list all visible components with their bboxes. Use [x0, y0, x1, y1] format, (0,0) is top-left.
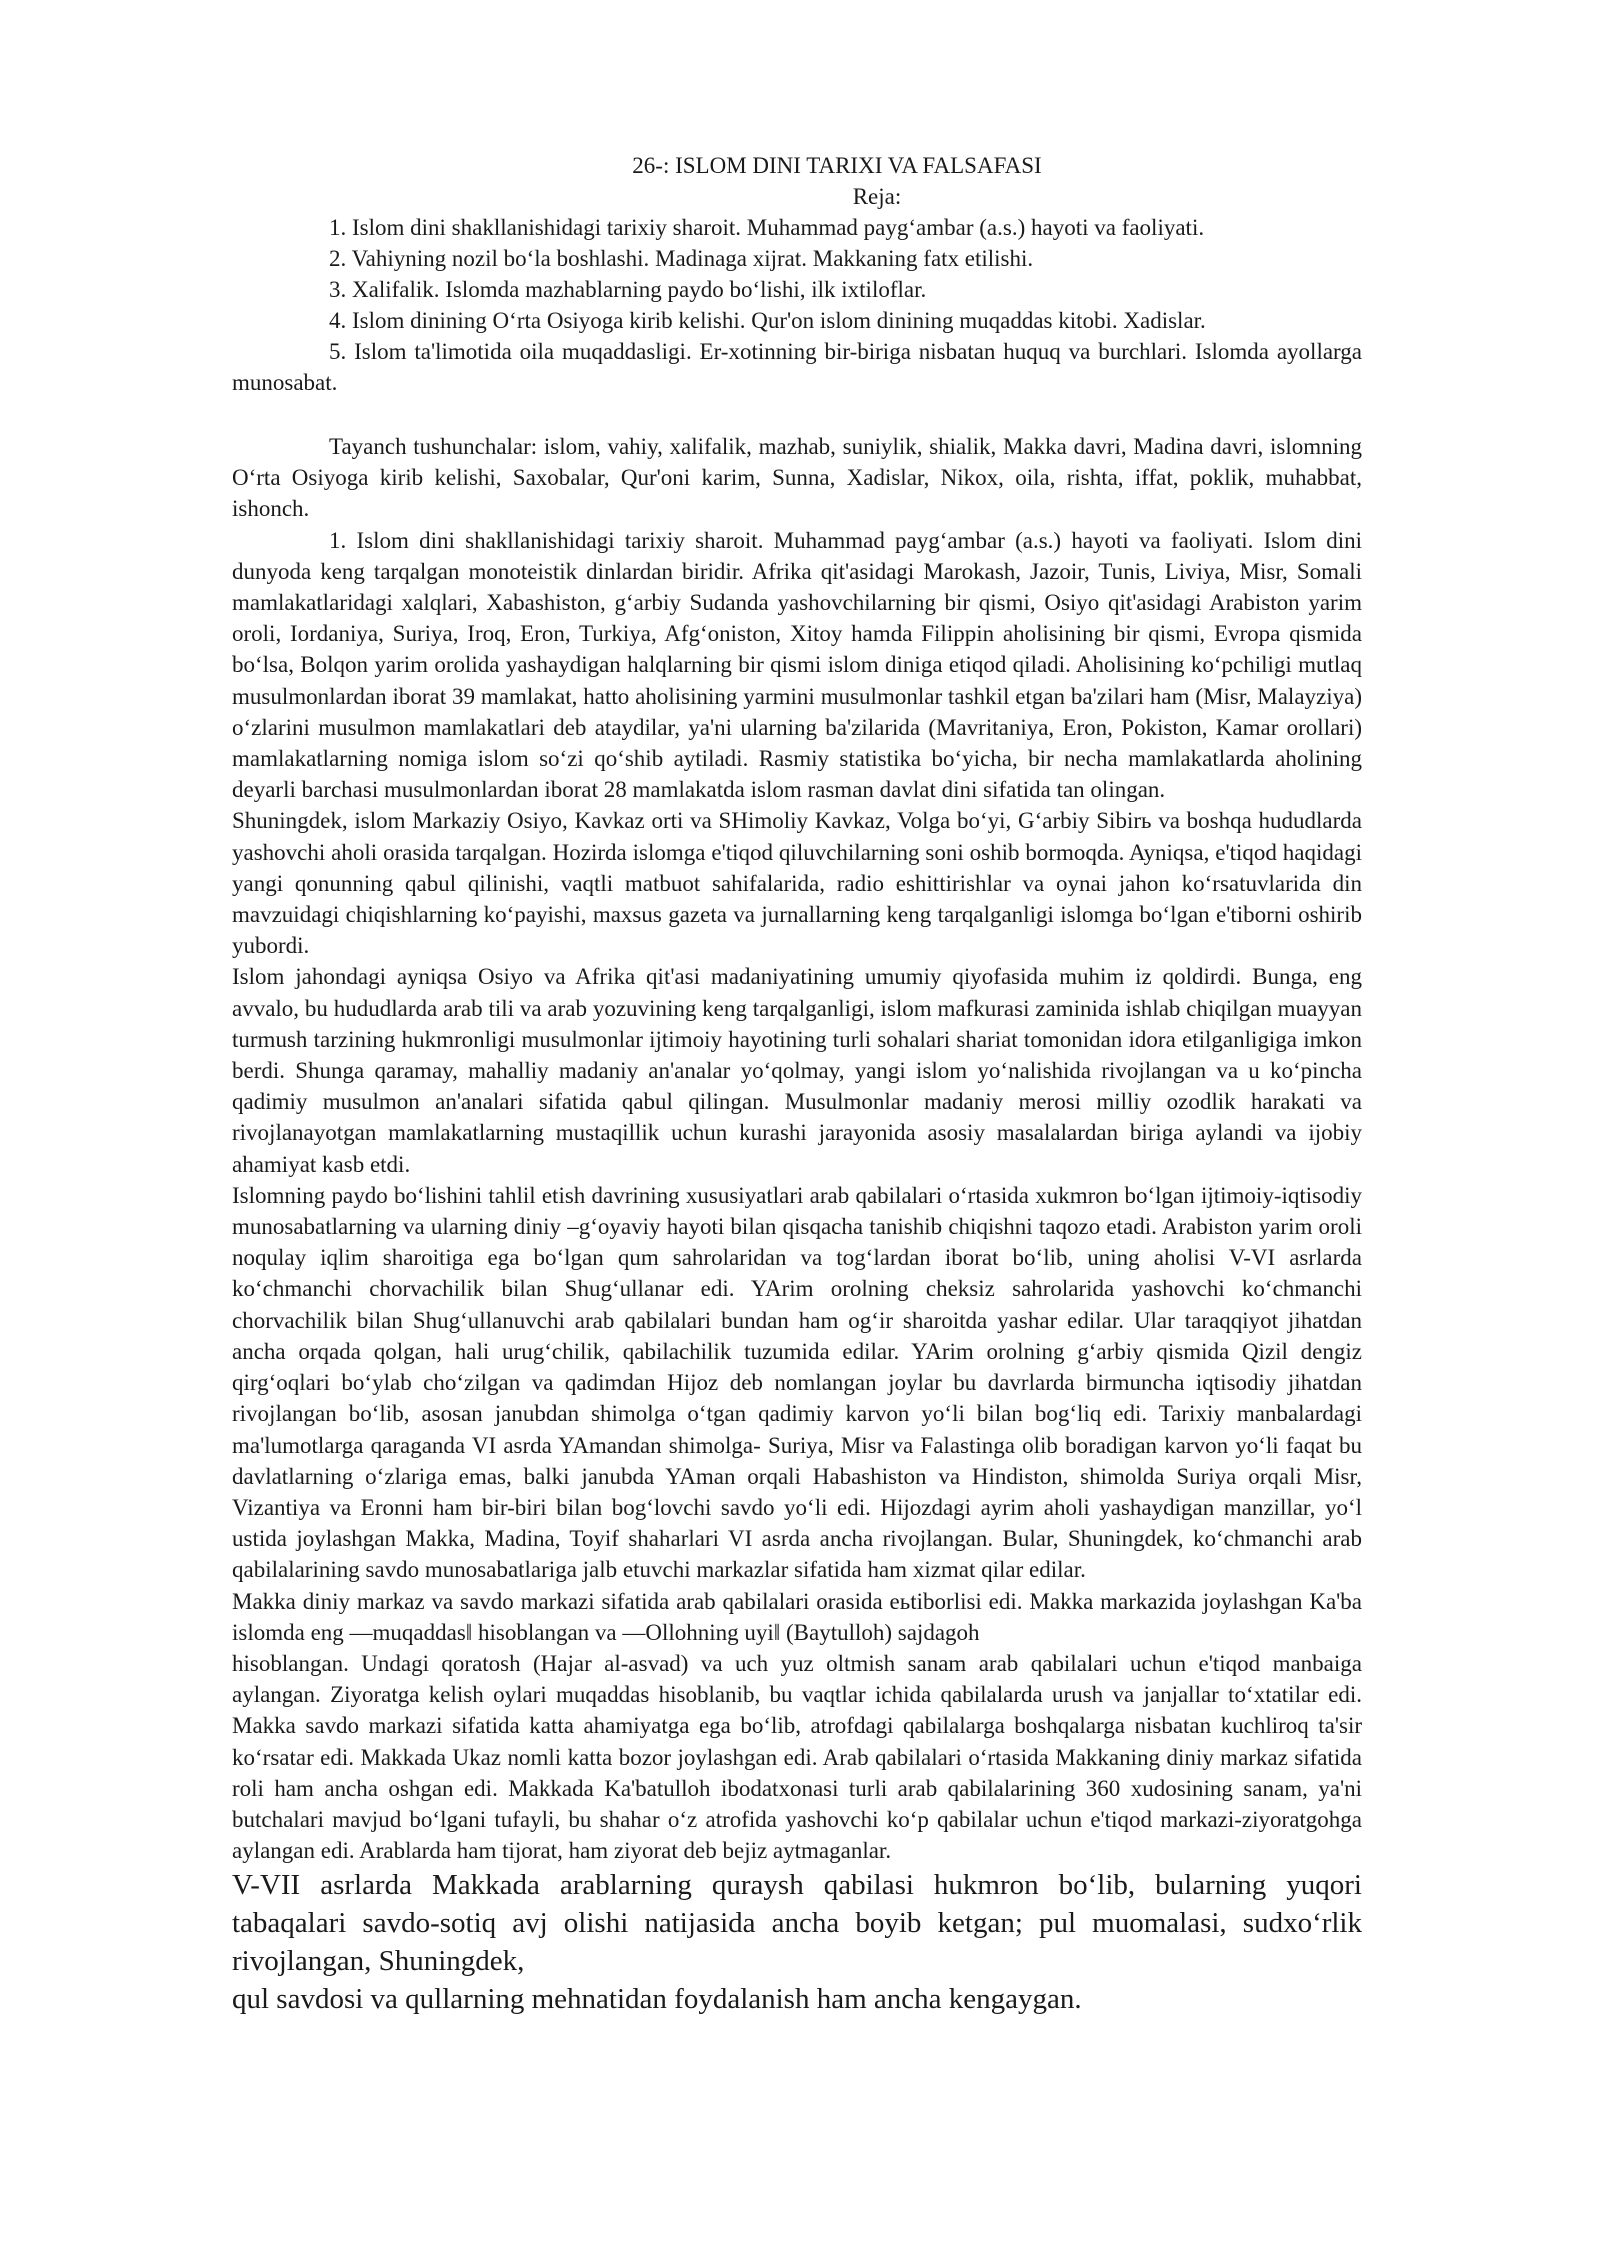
- section-1-paragraph: 1. Islom dini shakllanishidagi tarixiy sharoit. Muhammad payg‘ambar (a.s.) hayoti va faoliyati. Islom dini dunyoda keng tarqalgan monoteistik dinlardan biridir. Afrika qit'asidagi Marokash, Jazoir, Tunis, Liviya, Misr, Somali mamlakatlaridagi xalqlari, Xabashiston, g‘arbiy Sudanda yashovchilarning bir qismi, Osiyo qit'asidagi Arabiston yarim oroli, Iordaniya, Suriya, Iroq, Eron, Turkiya, Afg‘oniston, Xitoy hamda Filippin aholisining bir qismi, Evropa qismida bo‘lsa, Bolqon yarim orolida yashaydigan halqlarning bir qismi islom diniga etiqod qiladi. Aholisining ko‘pchiligi mutlaq musulmonlardan iborat 39 mamlakat, hatto aholisining yarmini musulmonlar tashkil etgan ba'zilari ham (Misr, Malayziya) o‘zlarini musulmon mamlakatlari deb ataydilar, ya'ni ularning ba'zilarida (Mavritaniya, Eron, Pokiston, Kamar orollari) mamlakatlarning nomiga islom so‘zi qo‘shib aytiladi. Rasmiy statistika bo‘yicha, bir necha mamlakatlarda aholining deyarli barchasi musulmonlardan iborat 28 mamlakatda islom rasman davlat dini sifatida tan olingan.: [232, 527, 1362, 803]
- plan-item: 5. Islom ta'limotida oila muqaddasligi. Er-xotinning bir-biriga nisbatan huquq va burchlari. Islomda ayollarga munosabat.: [232, 339, 1362, 395]
- plan-item: 2. Vahiyning nozil bo‘la boshlashi. Madinaga xijrat. Makkaning fatx etilishi.: [329, 246, 1034, 271]
- spacer: [232, 398, 1362, 431]
- document-title: 26-: ISLOM DINI TARIXI VA FALSAFASI: [632, 153, 1042, 178]
- document-page: [232, 150, 1362, 2018]
- large-paragraph: V-VII asrlarda Makkada arablarning quraysh qabilasi hukmron bo‘lib, bularning yuqori tabaqalari savdo-sotiq avj olishi natijasida ancha boyib ketgan; pul muomalasi, sudxo‘rlik rivojlangan, Shuningdek,: [232, 1869, 1362, 1978]
- body-paragraph: Islomning paydo bo‘lishini tahlil etish davrining xususiyatlari arab qabilalari o‘rtasida xukmron bo‘lgan ijtimoiy-iqtisodiy munosabatlarning va ularning diniy –g‘oyaviy hayoti bilan qisqacha tanishib chiqishni taqozo etadi. Arabiston yarim oroli noqulay iqlim sharoitiga ega bo‘lgan qum sahrolaridan va tog‘lardan iborat bo‘lib, uning aholisi V-VI asrlarda ko‘chmanchi chorvachilik bilan Shug‘ullanar edi. YArim orolning cheksiz sahrolarida yashovchi ko‘chmanchi chorvachilik bilan Shug‘ullanuvchi arab qabilalari bundan ham og‘ir sharoitda yashar edilar. Ular taraqqiyot jihatdan ancha orqada qolgan, hali urug‘chilik, qabilachilik tuzumida edilar. YArim orolning g‘arbiy qismida Qizil dengiz qirg‘oqlari bo‘ylab cho‘zilgan va qadimdan Hijoz deb nomlangan joylar bu davrlarda birmuncha iqtisodiy jihatdan rivojlangan bo‘lib, asosan janubdan shimolga o‘tgan qadimiy karvon yo‘li bilan bog‘liq edi. Tarixiy manbalardagi ma'lumotlarga qaraganda VI asrda YAmandan shimolga- Suriya, Misr va Falastinga olib boradigan karvon yo‘li faqat bu davlatlarning o‘zlariga emas, balki janubda YAman orqali Habashiston va Hindiston, shimolda Suriya orqali Misr, Vizantiya va Eronni ham bir-biri bilan bog‘lovchi savdo yo‘li edi. Hijozdagi ayrim aholi yashaydigan manzillar, yo‘l ustida joylashgan Makka, Madina, Toyif shaharlari VI asrda ancha rivojlangan. Bular, Shuningdek, ko‘chmanchi arab qabilalarining savdo munosabatlariga jalb etuvchi markazlar sifatida ham xizmat qilar edilar.: [232, 1182, 1362, 1583]
- plan-item: 3. Xalifalik. Islomda mazhablarning paydo bo‘lishi, ilk ixtiloflar.: [329, 277, 927, 302]
- body-paragraph: Islom jahondagi ayniqsa Osiyo va Afrika qit'asi madaniyatining umumiy qiyofasida muhim iz qoldirdi. Bunga, eng avvalo, bu hududlarda arab tili va arab yozuvining keng tarqalganligi, islom mafkurasi zaminida ishlab chiqilgan muayyan turmush tarzining hukmronligi musulmonlar ijtimoiy hayotining turli sohalari shariat tomonidan idora etilganligiga imkon berdi. Shunga qaramay, mahalliy madaniy an'analar yo‘qolmay, yangi islom yo‘nalishida rivojlangan va u ko‘pincha qadimiy musulmon an'analari sifatida qabul qilingan. Musulmonlar madaniy merosi milliy ozodlik harakati va rivojlanayotgan mamlakatlarning mustaqillik uchun kurashi jarayonida asosiy masalalardan biriga aylandi va ijobiy ahamiyat kasb etdi.: [232, 964, 1362, 1177]
- plan-item: 1. Islom dini shakllanishidagi tarixiy sharoit. Muhammad payg‘ambar (a.s.) hayoti va faoliyati.: [329, 215, 1205, 240]
- large-paragraph: qul savdosi va qullarning mehnatidan foydalanish ham ancha kengaygan.: [232, 1983, 1082, 2016]
- key-terms-paragraph: Tayanch tushunchalar: islom, vahiy, xalifalik, mazhab, suniylik, shialik, Makka davri, Madina davri, islomning O‘rta Osiyoga kirib kelishi, Saxobalar, Qur'oni karim, Sunna, Xadislar, Nikox, oila, rishta, iffat, poklik, muhabbat, ishonch.: [232, 434, 1362, 522]
- plan-label: Reja:: [852, 184, 902, 209]
- body-paragraph: hisoblangan. Undagi qoratosh (Hajar al-asvad) va uch yuz oltmish sanam arab qabilalari uchun e'tiqod manbaiga aylangan. Ziyoratga kelish oylari muqaddas hisoblanib, bu vaqtlar ichida qabilalarda urush va janjallar to‘xtatilar edi. Makka savdo markazi sifatida katta ahamiyatga ega bo‘lib, atrofdagi qabilalarga boshqalarga nisbatan kuchliroq ta'sir ko‘rsatar edi. Makkada Ukaz nomli katta bozor joylashgan edi. Arab qabilalari o‘rtasida Makkaning diniy markaz sifatida roli ham ancha oshgan edi. Makkada Ka'batulloh ibodatxonasi turli arab qabilalarining 360 xudosining sanam, ya'ni butchalari mavjud bo‘lgani tufayli, bu shahar o‘z atrofida yashovchi ko‘p qabilalar uchun e'tiqod markazi-ziyoratgohga aylangan edi. Arablarda ham tijorat, ham ziyorat deb bejiz aytmaganlar.: [232, 1650, 1362, 1864]
- plan-item: 4. Islom dinining O‘rta Osiyoga kirib kelishi. Qur'on islom dinining muqaddas kitobi. Xadislar.: [329, 308, 1206, 333]
- body-paragraph: Makka diniy markaz va savdo markazi sifatida arab qabilalari orasida eьtiborlisi edi. Makka markazida joylashgan Ka'ba islomda eng ―muqaddas‖ hisoblangan va ―Ollohning uyi‖ (Baytulloh) sajdagoh: [232, 1588, 1362, 1645]
- body-paragraph: Shuningdek, islom Markaziy Osiyo, Kavkaz orti va SHimoliy Kavkaz, Volga bo‘yi, G‘arbiy Sibirь va boshqa hududlarda yashovchi aholi orasida tarqalgan. Hozirda islomga e'tiqod qiluvchilarning soni oshib bormoqda. Ayniqsa, e'tiqod haqidagi yangi qonunning qabul qilinishi, vaqtli matbuot sahifalarida, radio eshittirishlar va oynai jahon ko‘rsatuvlarida din mavzuidagi chiqishlarning ko‘payishi, maxsus gazeta va jurnallarning keng tarqalganligi islomga bo‘lgan e'tiborni oshirib yubordi.: [232, 808, 1362, 959]
